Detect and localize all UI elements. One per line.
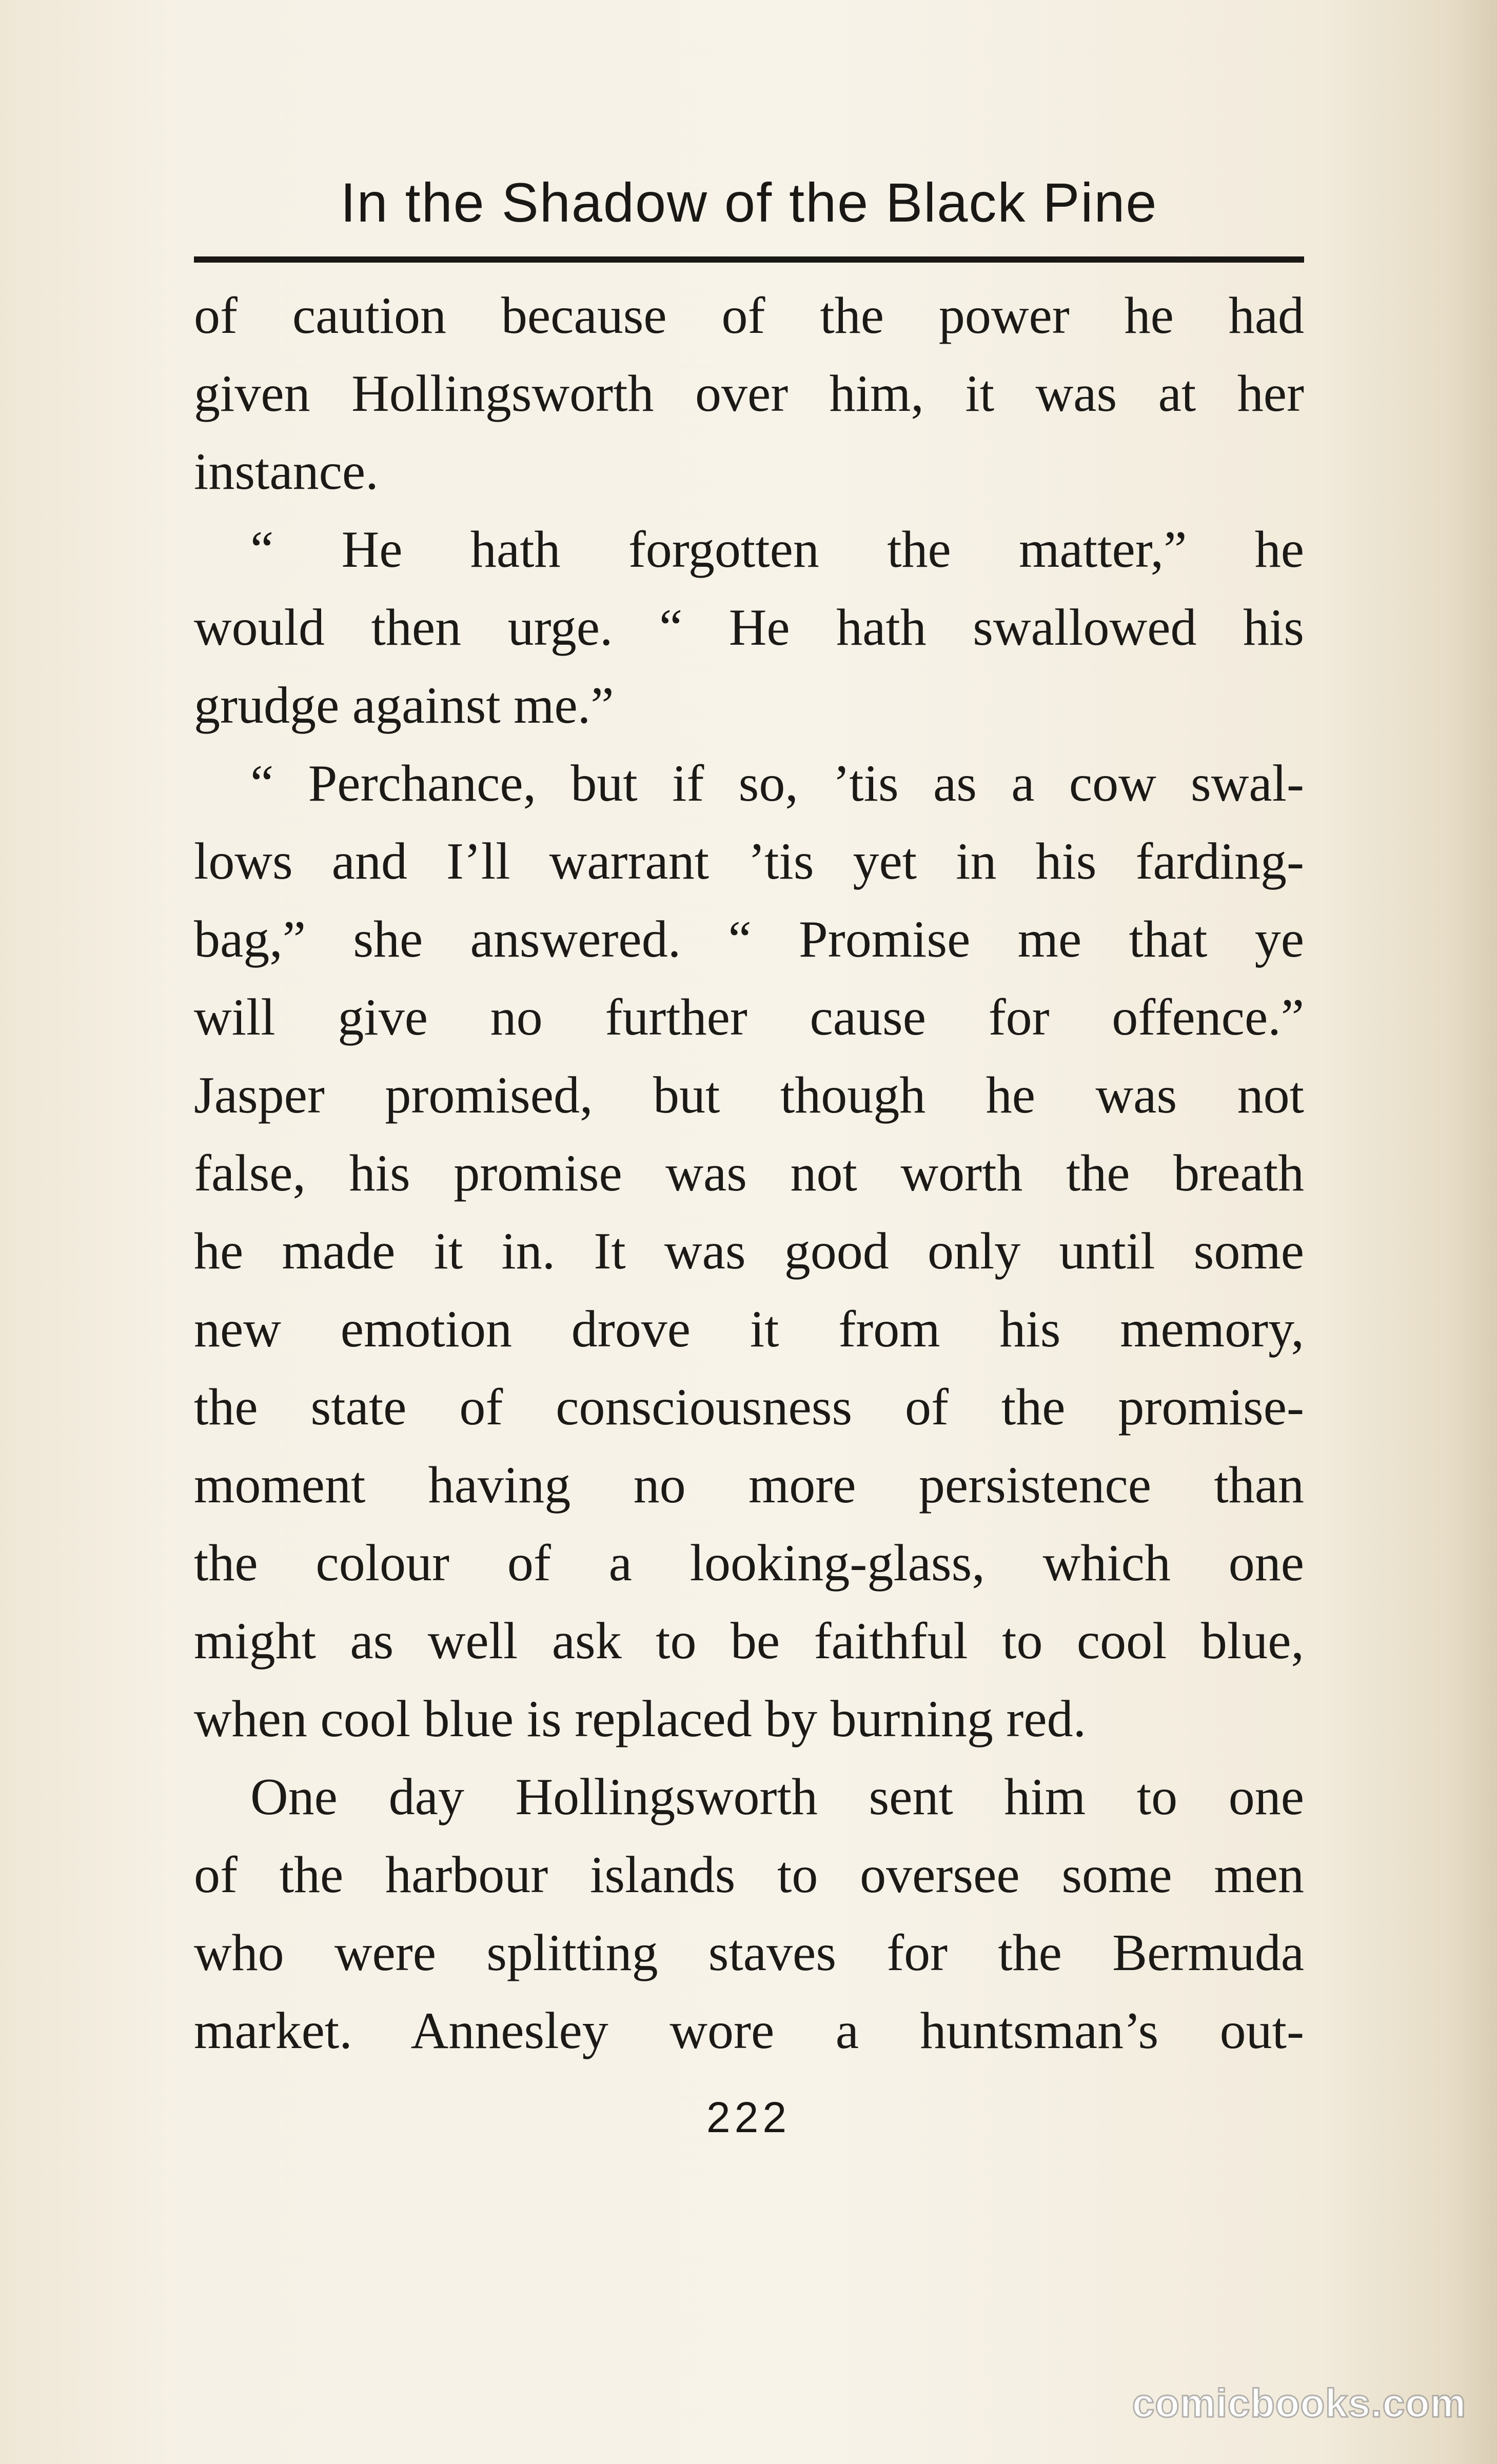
text-line: moment having no more persistence than [194,1456,1304,1514]
running-head: In the Shadow of the Black Pine [340,171,1158,233]
page-number: 222 [706,2093,791,2141]
text-line: false, his promise was not worth the breath [194,1144,1304,1202]
header-rule [194,256,1304,263]
text-line: grudge against me.” [194,677,614,734]
text-line: who were splitting staves for the Bermuda [194,1924,1304,1982]
text-line: bag,” she answered. “ Promise me that ye [194,910,1304,968]
text-line: “ Perchance, but if so, ’tis as a cow swal- [250,754,1304,812]
text-line: the state of consciousness of the promise- [194,1378,1304,1436]
text-line: of the harbour islands to oversee some men [194,1846,1304,1904]
text-line: market. Annesley wore a huntsman’s out- [194,2002,1304,2060]
text-line: given Hollingsworth over him, it was at her [194,365,1304,423]
watermark: comicbooks.com [1132,2380,1466,2426]
text-line: One day Hollingsworth sent him to one [250,1768,1304,1826]
text-line: might as well ask to be faithful to cool blue, [194,1612,1304,1670]
text-line: he made it in. It was good only until some [194,1222,1304,1280]
text-line: the colour of a looking-glass, which one [194,1534,1304,1592]
text-line: when cool blue is replaced by burning red. [194,1690,1087,1748]
text-line: will give no further cause for offence.” [194,988,1304,1046]
text-line: Jasper promised, but though he was not [194,1066,1304,1124]
text-line: new emotion drove it from his memory, [194,1300,1304,1358]
body-text [194,277,1304,2070]
text-line: “ He hath forgotten the matter,” he [250,521,1304,579]
text-line: lows and I’ll warrant ’tis yet in his farding- [194,832,1304,890]
text-line: would then urge. “ He hath swallowed his [194,599,1304,657]
text-line: instance. [194,443,379,501]
text-line: of caution because of the power he had [194,287,1304,345]
